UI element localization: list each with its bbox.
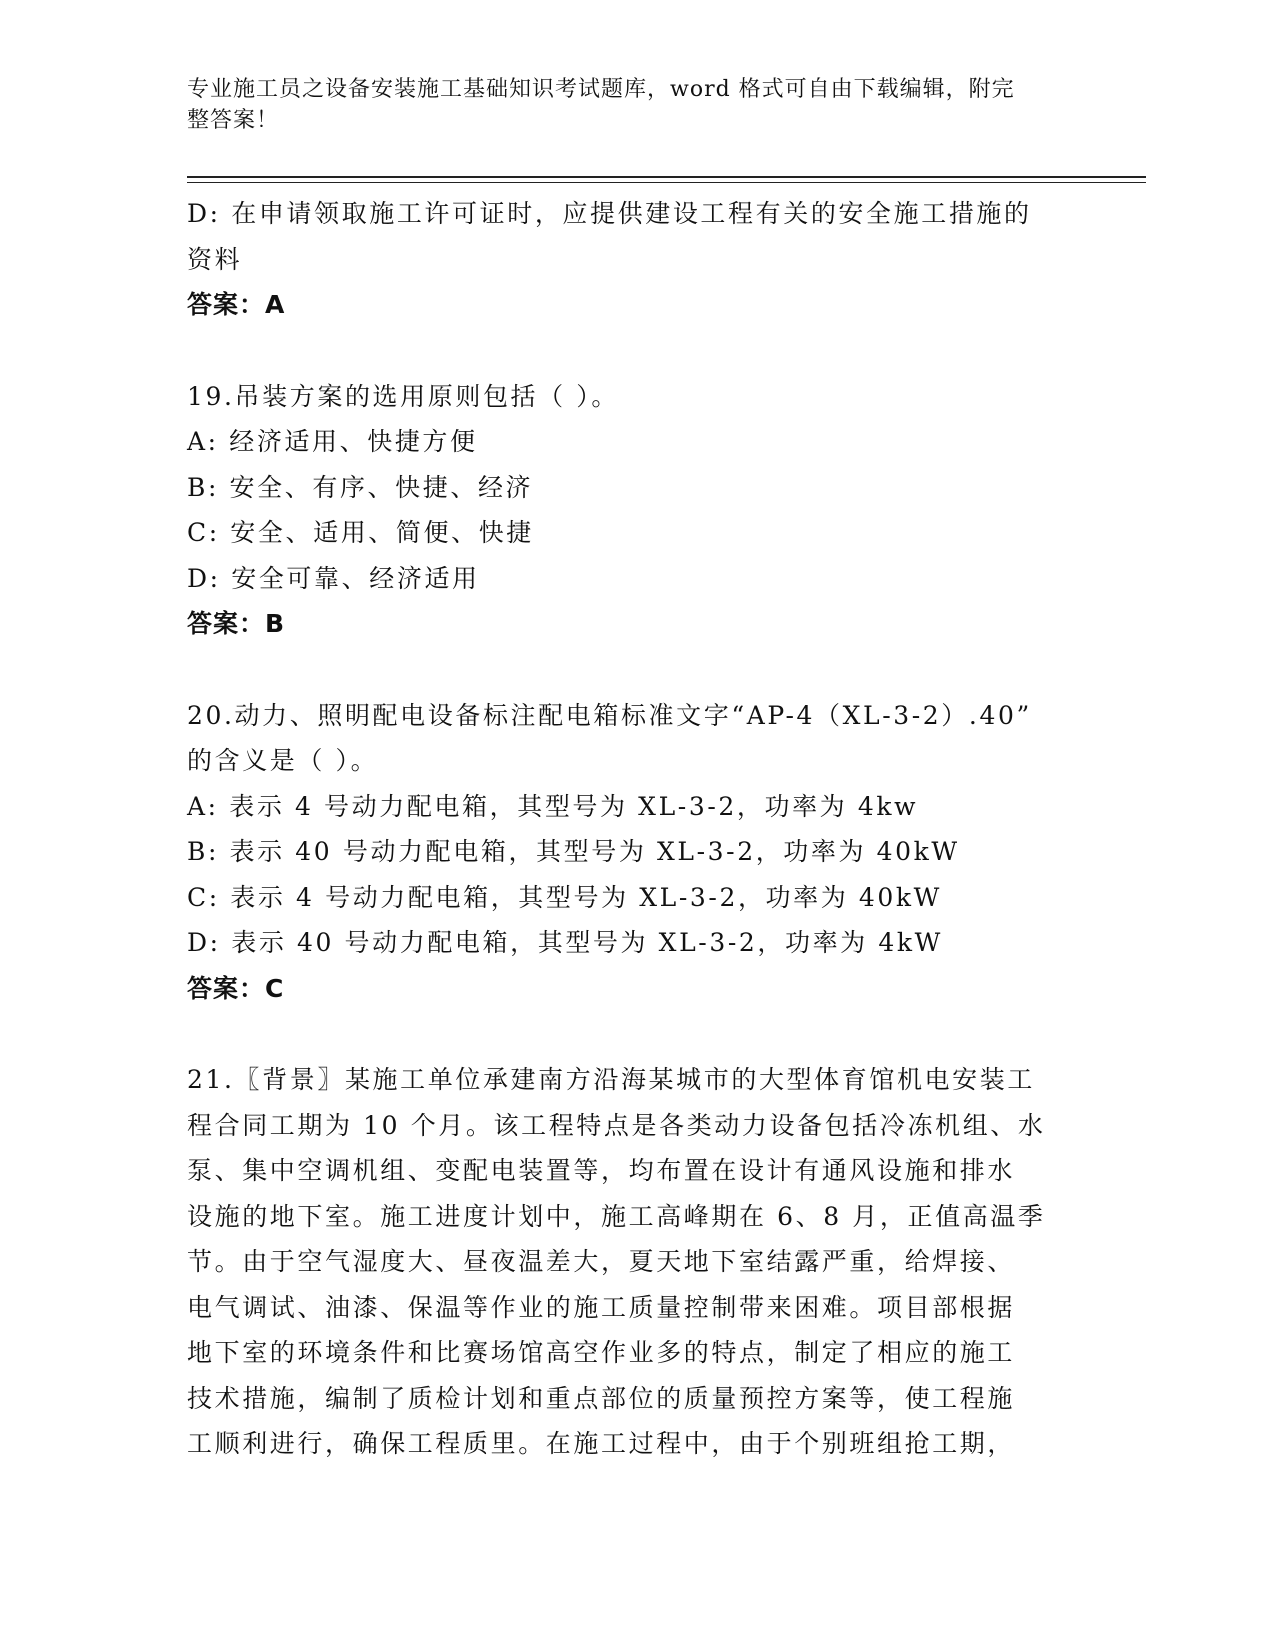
question-stem-line-1: 20.动力、照明配电设备标注配电箱标准文字“AP-4（XL-3-2）.40” [187,700,1032,730]
question-stem: 19.吊装方案的选用原则包括（ ）。 [187,381,620,411]
header-divider-thin [187,182,1146,183]
header-divider-thick [187,176,1146,178]
question-text-line: 电气调试、油漆、保温等作业的施工质量控制带来困难。项目部根据 [187,1292,1016,1322]
question-text-line: 节。由于空气湿度大、昼夜温差大，夏天地下室结露严重，给焊接、 [187,1247,1016,1276]
question-stem-line-2: 的含义是（ ）。 [187,746,379,775]
spacer [187,1011,1087,1057]
question-text-line: 21.〖背景〗某施工单位承建南方沿海某城市的大型体育馆机电安装工 [187,1065,1035,1094]
question-text-line: 程合同工期为 10 个月。该工程特点是各类动力设备包括冷冻机组、水 [187,1110,1046,1140]
answer: 答案：B [187,609,286,638]
question-20 [187,693,1087,1012]
spacer [187,328,1087,374]
option-b: B: 安全、有序、快捷、经济 [187,472,534,502]
header-line-1: 专业施工员之设备安装施工基础知识考试题库，word 格式可自由下载编辑，附完 [187,77,1015,102]
page-content [187,191,1087,1467]
question-19 [187,374,1087,647]
question-text-line: 泵、集中空调机组、变配电装置等，均布置在设计有通风设施和排水 [187,1156,1016,1185]
question-18-tail [187,191,1087,328]
question-text-line: 工顺利进行，确保工程质里。在施工过程中，由于个别班组抢工期， [187,1429,1016,1458]
option-b: B: 表示 40 号动力配电箱，其型号为 XL-3-2，功率为 40kW [187,837,960,866]
option-d: D: 表示 40 号动力配电箱，其型号为 XL-3-2，功率为 4kW [187,928,943,957]
option-a: A: 经济适用、快捷方便 [187,427,478,456]
option-d-line-1: D: 在申请领取施工许可证时，应提供建设工程有关的安全施工措施的 [187,199,1032,228]
answer: 答案：A [187,290,286,319]
page-header [187,74,1067,136]
question-21 [187,1057,1087,1467]
header-line-2: 整答案！ [187,108,280,133]
option-d: D: 安全可靠、经济适用 [187,563,480,593]
option-c: C: 安全、适用、简便、快捷 [187,518,534,547]
answer: 答案：C [187,973,285,1003]
question-text-line: 地下室的环境条件和比赛场馆高空作业多的特点，制定了相应的施工 [187,1338,1016,1367]
question-text-line: 设施的地下室。施工进度计划中，施工高峰期在 6、8 月，正值高温季 [187,1201,1046,1231]
question-text-line: 技术措施，编制了质检计划和重点部位的质量预控方案等，使工程施 [187,1383,1016,1413]
option-c: C: 表示 4 号动力配电箱，其型号为 XL-3-2，功率为 40kW [187,882,942,912]
option-a: A: 表示 4 号动力配电箱，其型号为 XL-3-2，功率为 4kw [187,791,919,821]
option-d-line-2: 资料 [187,244,243,274]
spacer [187,647,1087,693]
